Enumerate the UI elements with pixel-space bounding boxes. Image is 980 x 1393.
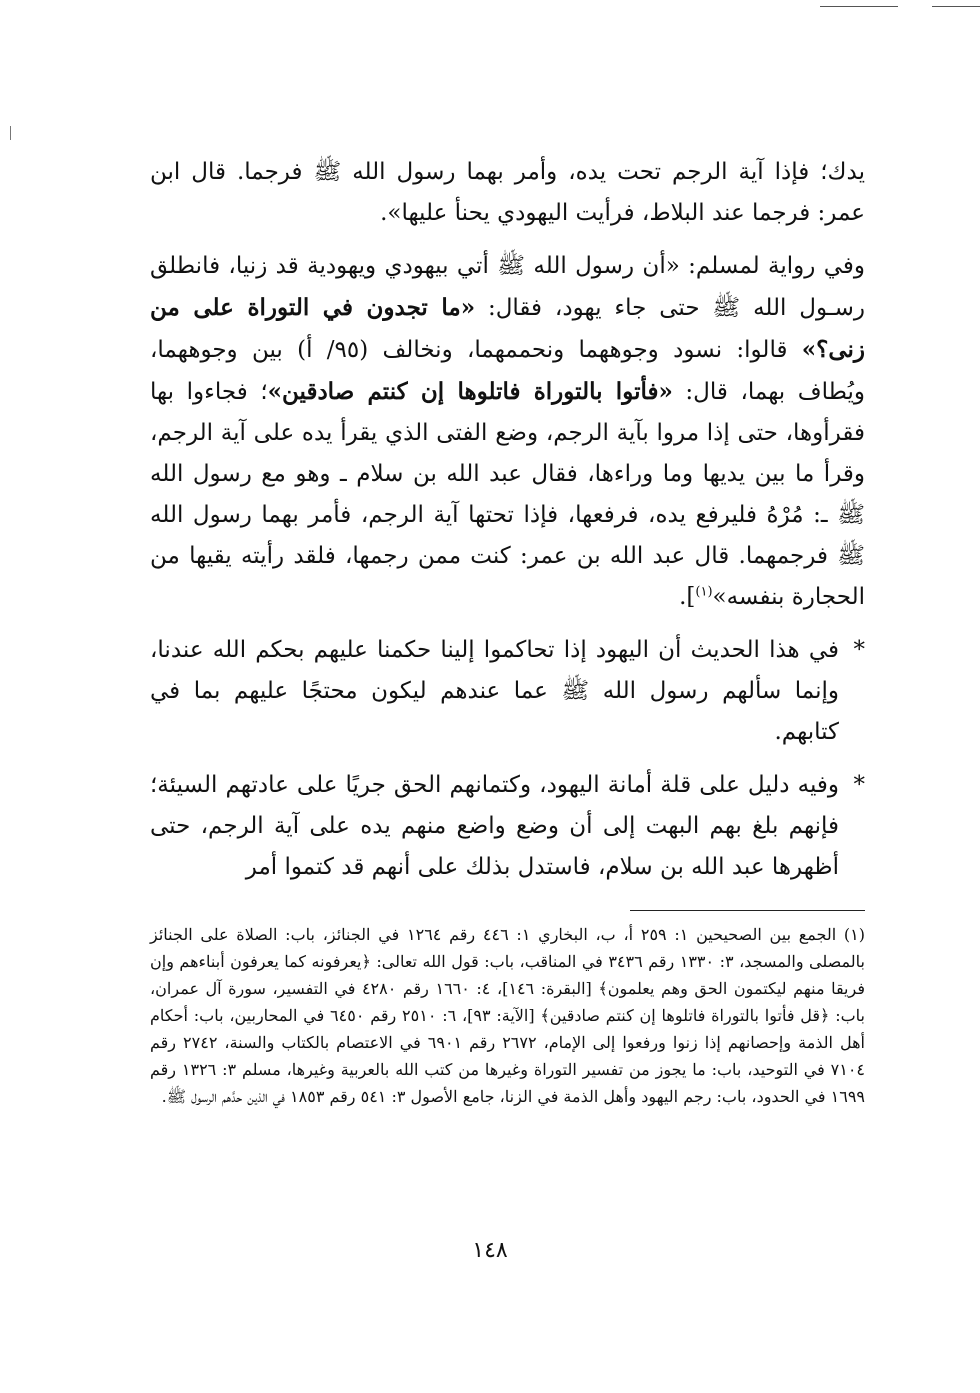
paragraph — [150, 246, 865, 618]
bullet-paragraph — [150, 765, 865, 888]
top-edge-line — [932, 6, 980, 7]
bullet-marker: * — [853, 772, 865, 798]
text-run: وفيه دليل على قلة أمانة اليهود، وكتمانهم الحق جريًا على عادتهم السيئة؛ فإنهم بلغ بهم البهت إلى أن وضع واضع منهم يده على آية الرجم، حتى أظهرها عبد الله بن سلام، فاستدل بذلك على أنهم قد كتموا أمر — [150, 772, 839, 880]
bullet-paragraph — [150, 630, 865, 753]
main-text — [150, 152, 865, 888]
footnote-ref: (١) — [695, 584, 713, 600]
footnote-1: (١) الجمع بين الصحيحين ١: ٢٥٩ أ، ب، البخاري ١: ٤٤٦ رقم ١٢٦٤ في الجنائز، باب: الصلاة على الجنائز بالمصلى والمسجد، ٣: ١٣٣٠ رقم ٣٤٣٦ في المناقب، باب: قول الله تعالى: ﴿يعرفونه كما يعرفون أبناءهم وإن فريقا منهم ليكتمون الحق وهم يعلمون﴾ [البقرة: ١٤٦]، ٤: ١٦٦٠ رقم ٤٢٨٠ في التفسير، سورة آل عمران، باب: ﴿قل فأتوا بالتوراة فاتلوها إن كنتم صادقين﴾ [الآية: ٩٣]، ٦: ٢٥١٠ رقم ٦٤٥٠ في المحاربين، باب: أحكام أهل الذمة وإحصانهم إذا زنوا ورفعوا إلى الإمام، ٢٦٧٢ رقم ٦٩٠١ في الاعتصام بالكتاب والسنة، ٢٧٤٢ رقم ٧١٠٤ في التوحيد، باب: ما يجوز من تفسير التوراة وغيرها من كتب الله بالعربية وغيرها، مسلم ٣: ١٣٢٦ رقم ١٦٩٩ في الحدود، باب: رجم اليهود وأهل الذمة في الزنا، جامع الأصول ٣: ٥٤١ رقم ١٨٥٣ في الذين حدَّهم الرسول ﷺ. — [150, 925, 866, 1106]
hadith-quote: «ما تجدون في التوراة على من زنى؟» — [150, 294, 865, 363]
footnote-separator — [630, 910, 865, 911]
bullet-marker: * — [853, 637, 865, 663]
text-run: وفي رواية لمسلم: «أن رسول الله ﷺ أتي بيهودي ويهودية قد زنيا، فانطلق رسـول الله ﷺ حتى جاء يهود، فقال: — [150, 253, 865, 321]
top-edge-line — [820, 6, 898, 7]
margin-mark — [10, 126, 11, 140]
page-body — [150, 152, 865, 1110]
text-run: ؛ فجاءوا بها فقرأوها، حتى إذا مروا بآية الرجم، وضع الفتى الذي يقرأ يده على آية الرجم، وقرأ ما بين يديها وما وراءها، فقال عبد الله بن سلام ـ وهو مع رسول الله ﷺ ـ: مُرْهُ فليرفع يده، فرفعها، فإذا تحتها آية الرجم، فأمر بهما رسول الله ﷺ فرجمهما. قال عبد الله بن عمر: كنت ممن رجمها، فلقد رأيته يقيها من الحجارة بنفسه» — [150, 379, 865, 610]
text-run: قالوا: نسود وجوههما ونحممهما، ونخالف (٩٥/ أ) بين وجوههما، ويُطاف بهما، قال: — [150, 337, 865, 405]
footnotes — [150, 921, 865, 1110]
text-run: في هذا الحديث أن اليهود إذا تحاكموا إلينا حكمنا عليهم بحكم الله عندنا، وإنما سألهم رسول الله ﷺ عما عندهم ليكون محتجًا عليهم بما في كتابهم. — [150, 637, 839, 745]
paragraph — [150, 152, 865, 234]
text-run: ]. — [679, 584, 696, 610]
page-number: ١٤٨ — [472, 1238, 508, 1263]
hadith-quote: «فأتوا بالتوراة فاتلوها إن كنتم صادقين» — [267, 378, 673, 405]
text-run: يدك؛ فإذا آية الرجم تحت يده، وأمر بهما رسول الله ﷺ فرجما. قال ابن عمر: فرجما عند البلاط، فرأيت اليهودي يحنأ عليها». — [150, 159, 865, 226]
